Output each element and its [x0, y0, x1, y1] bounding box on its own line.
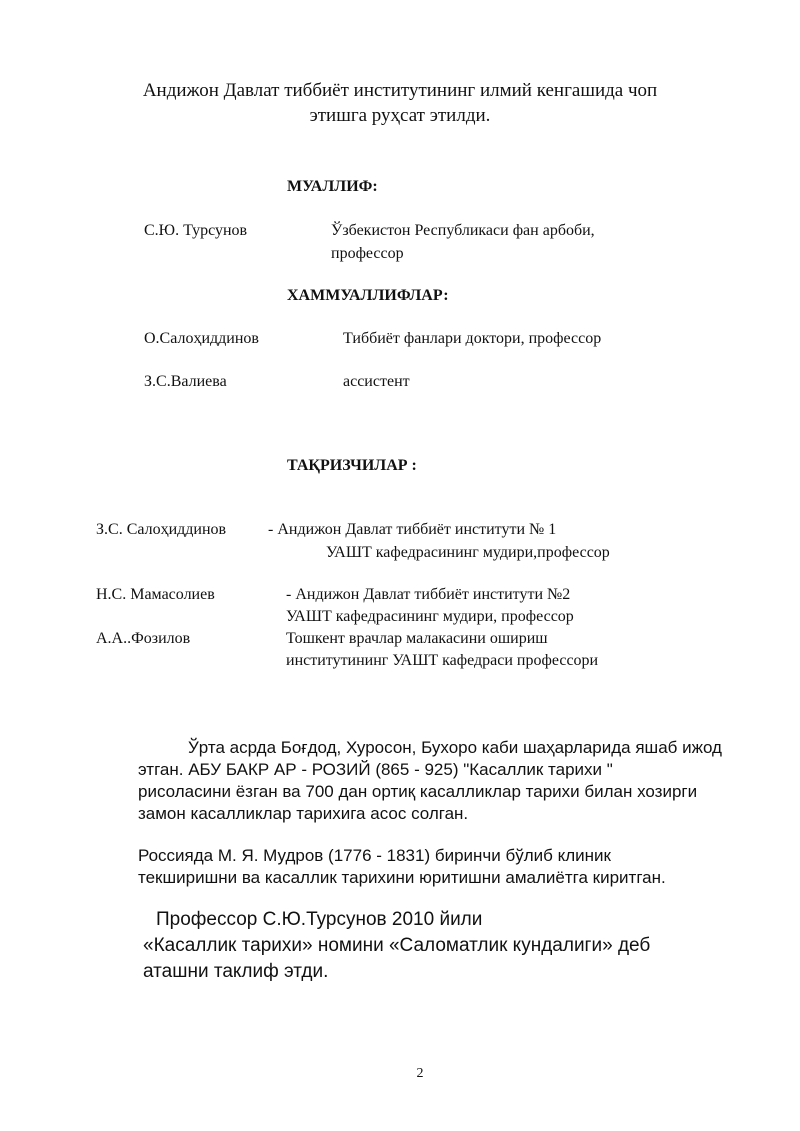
body-paragraph-3-line: Профессор С.Ю.Турсунов 2010 йили [156, 909, 483, 930]
coauthor-name: О.Салоҳиддинов [144, 330, 259, 347]
coauthor-role: ассистент [343, 373, 410, 390]
body-paragraph-2-line: Россияда М. Я. Мудров (1776 - 1831) биринчи бўлиб клиник [138, 846, 611, 865]
body-paragraph-1-line: этган. АБУ БАКР АР - РОЗИЙ (865 - 925) "Касаллик тарихи " [138, 760, 613, 779]
reviewer-affiliation-line-2: УАШТ кафедрасининг мудири, профессор [286, 608, 574, 625]
body-paragraph-1-line: Ўрта асрда Боғдод, Хуросон, Бухоро каби шаҳарларида яшаб ижод [188, 738, 722, 757]
body-paragraph-3-line: аташни таклиф этди. [143, 961, 329, 982]
body-paragraph-3-line: «Касаллик тарихи» номини «Саломатлик кундалиги» деб [143, 935, 651, 956]
coauthor-name: З.С.Валиева [144, 373, 227, 390]
author-name: С.Ю. Турсунов [144, 222, 248, 239]
reviewer-affiliation-line-1: Тошкент врачлар малакасини ошириш [286, 630, 548, 647]
reviewers-heading: ТАҚРИЗЧИЛАР : [287, 457, 417, 474]
author-title-line-1: Ўзбекистон Республикаси фан арбоби, [331, 222, 595, 239]
approval-statement [0, 78, 800, 128]
reviewer-affiliation-line-2: УАШТ кафедрасининг мудири,профессор [326, 544, 610, 561]
reviewer-name: З.С. Салоҳиддинов [96, 521, 227, 538]
reviewer-affiliation-line-2: институтининг УАШТ кафедраси профессори [286, 652, 599, 669]
page-number: 2 [416, 1066, 424, 1081]
author-heading: МУАЛЛИФ: [287, 178, 378, 195]
reviewer-affiliation-line-1: - Андижон Давлат тиббиёт институти № 1 [268, 521, 557, 538]
approval-line-2: этишга руҳсат этилди. [309, 105, 491, 126]
body-paragraph-1-line: рисоласини ёзган ва 700 дан ортиқ касалликлар тарихи билан хозирги [138, 782, 698, 801]
coauthor-role: Тиббиёт фанлари доктори, профессор [343, 330, 602, 347]
reviewer-affiliation-line-1: - Андижон Давлат тиббиёт институти №2 [286, 586, 571, 603]
reviewer-name: Н.С. Мамасолиев [96, 586, 215, 603]
author-title-line-2: профессор [331, 245, 404, 262]
approval-line-1: Андижон Давлат тиббиёт институтининг илмий кенгашида чоп [142, 80, 658, 101]
reviewer-name: А.А..Фозилов [96, 630, 191, 647]
coauthors-heading: ХАММУАЛЛИФЛАР: [287, 287, 449, 304]
body-paragraph-1-line: замон касалликлар тарихига асос солган. [138, 804, 469, 823]
body-paragraph-2-line: текширишни ва касаллик тарихини юритишни амалиётга киритган. [138, 868, 666, 887]
